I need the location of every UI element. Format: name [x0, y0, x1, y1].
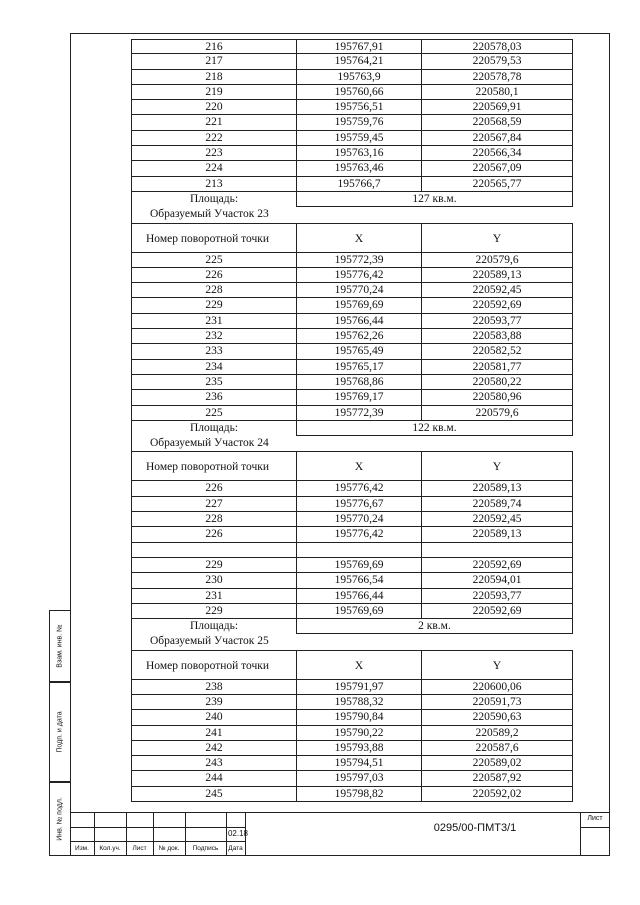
- table-row: [131, 527, 573, 542]
- point-number: 224: [131, 161, 296, 176]
- coord-y: [421, 543, 573, 558]
- table-row: [131, 85, 573, 100]
- header-x: X: [296, 451, 421, 481]
- table-row: [131, 70, 573, 85]
- coord-y: 220589,2: [421, 726, 573, 741]
- header-y: Y: [421, 650, 573, 680]
- table-header-row: [131, 650, 573, 680]
- point-number: 236: [131, 390, 296, 405]
- table-row: [131, 558, 573, 573]
- header-y: Y: [421, 223, 573, 253]
- coord-y: 220592,45: [421, 283, 573, 298]
- side-label-inv: Инв. № подл.: [56, 797, 64, 841]
- coord-y: 220578,78: [421, 70, 573, 85]
- coord-x: 195766,44: [296, 589, 421, 604]
- coord-y: 220569,91: [421, 100, 573, 115]
- sheet-label: Лист: [587, 815, 603, 822]
- table-row: [131, 115, 573, 130]
- coord-x: 195764,21: [296, 54, 421, 69]
- coord-y: 220592,69: [421, 298, 573, 313]
- point-number: 240: [131, 710, 296, 725]
- coord-y: 220579,53: [421, 54, 573, 69]
- area-row: [131, 619, 573, 634]
- coord-x: 195797,03: [296, 771, 421, 786]
- coord-y: 220566,34: [421, 146, 573, 161]
- coord-x: 195769,17: [296, 390, 421, 405]
- table-row: [131, 177, 573, 192]
- coord-y: 220587,6: [421, 741, 573, 756]
- title-block: [70, 812, 610, 856]
- point-number: 229: [131, 558, 296, 573]
- coord-y: 220579,6: [421, 253, 573, 268]
- area-value: 127 кв.м.: [296, 192, 573, 207]
- coord-x: 195769,69: [296, 298, 421, 313]
- section-title-row: [131, 207, 573, 222]
- coord-x: 195776,67: [296, 497, 421, 512]
- point-number: 243: [131, 756, 296, 771]
- side-box-inv: [49, 782, 70, 856]
- table-row: [131, 39, 573, 54]
- coord-y: 220582,52: [421, 344, 573, 359]
- coord-y: 220578,03: [421, 39, 573, 54]
- stamp-col-data: Дата: [228, 845, 243, 852]
- side-box-podp: [49, 682, 70, 782]
- coord-x: 195768,86: [296, 375, 421, 390]
- coord-x: 195765,49: [296, 344, 421, 359]
- table-row: [131, 100, 573, 115]
- header-point-number: Номер поворотной точки: [131, 451, 296, 481]
- area-value: 2 кв.м.: [296, 619, 573, 634]
- point-number: 225: [131, 406, 296, 421]
- coord-y: 220600,06: [421, 680, 573, 695]
- header-x: X: [296, 650, 421, 680]
- point-number: 239: [131, 695, 296, 710]
- point-number: 229: [131, 604, 296, 619]
- table-row: [131, 481, 573, 496]
- table-row: [131, 54, 573, 69]
- coord-y: 220594,01: [421, 573, 573, 588]
- coord-y: 220593,77: [421, 314, 573, 329]
- side-label-vzam: Взам. инв. №: [56, 624, 64, 668]
- header-y: Y: [421, 451, 573, 481]
- coord-y: 220587,92: [421, 771, 573, 786]
- area-label: Площадь:: [131, 421, 296, 436]
- area-label: Площадь:: [131, 192, 296, 207]
- point-number: 217: [131, 54, 296, 69]
- area-label: Площадь:: [131, 619, 296, 634]
- coord-y: 220568,59: [421, 115, 573, 130]
- table-row: [131, 573, 573, 588]
- point-number: 245: [131, 787, 296, 802]
- coord-x: 195759,76: [296, 115, 421, 130]
- coord-x: 195790,22: [296, 726, 421, 741]
- area-row: [131, 421, 573, 436]
- area-row: [131, 192, 573, 207]
- coord-x: 195762,26: [296, 329, 421, 344]
- point-number: 220: [131, 100, 296, 115]
- coord-y: 220589,02: [421, 756, 573, 771]
- table-row: [131, 283, 573, 298]
- coord-x: 195763,9: [296, 70, 421, 85]
- table-row: [131, 680, 573, 695]
- stamp-col-izm: Изм.: [75, 845, 89, 852]
- point-number: 227: [131, 497, 296, 512]
- section-title: Образуемый Участок 25: [131, 634, 573, 649]
- stamp-line: [70, 827, 245, 828]
- side-box-vzam: [49, 610, 70, 682]
- stamp-line: [70, 841, 245, 842]
- side-label-podp: Подп. и дата: [56, 711, 64, 753]
- coordinates-table: [131, 39, 573, 802]
- coord-x: 195788,32: [296, 695, 421, 710]
- coord-y: 220592,02: [421, 787, 573, 802]
- document-code: 0295/00-ПМТ3/1: [433, 822, 517, 834]
- coord-y: 220583,88: [421, 329, 573, 344]
- coord-y: 220567,84: [421, 131, 573, 146]
- point-number: 226: [131, 481, 296, 496]
- table-row: [131, 314, 573, 329]
- table-row: [131, 131, 573, 146]
- stamp-col-ndok: № док.: [158, 845, 180, 852]
- section-title: Образуемый Участок 23: [131, 207, 573, 222]
- stamp-col-list: Лист: [132, 845, 147, 852]
- point-number: 234: [131, 360, 296, 375]
- header-point-number: Номер поворотной точки: [131, 223, 296, 253]
- table-row: [131, 771, 573, 786]
- point-number: 228: [131, 512, 296, 527]
- table-row: [131, 406, 573, 421]
- table-row: [131, 390, 573, 405]
- table-row: [131, 298, 573, 313]
- coord-y: 220589,13: [421, 527, 573, 542]
- header-point-number: Номер поворотной точки: [131, 650, 296, 680]
- table-row: [131, 741, 573, 756]
- coord-y: 220581,77: [421, 360, 573, 375]
- point-number: 231: [131, 314, 296, 329]
- coord-y: 220589,74: [421, 497, 573, 512]
- table-row: [131, 726, 573, 741]
- coord-y: 220580,1: [421, 85, 573, 100]
- table-row: [131, 756, 573, 771]
- table-row: [131, 695, 573, 710]
- coord-x: 195767,91: [296, 39, 421, 54]
- coord-x: 195794,51: [296, 756, 421, 771]
- coord-x: 195772,39: [296, 406, 421, 421]
- coord-x: 195776,42: [296, 268, 421, 283]
- section-title-row: [131, 634, 573, 649]
- coord-x: 195756,51: [296, 100, 421, 115]
- point-number: 226: [131, 268, 296, 283]
- table-row: [131, 589, 573, 604]
- stamp-date: 02.18: [227, 829, 249, 838]
- point-number: 223: [131, 146, 296, 161]
- table-row: [131, 710, 573, 725]
- point-number: 244: [131, 771, 296, 786]
- table-row: [131, 512, 573, 527]
- stamp-line: [70, 812, 610, 813]
- table-header-row: [131, 451, 573, 481]
- coord-x: 195770,24: [296, 512, 421, 527]
- coord-y: 220590,63: [421, 710, 573, 725]
- point-number: 218: [131, 70, 296, 85]
- section-title: Образуемый Участок 24: [131, 436, 573, 451]
- coord-y: 220589,13: [421, 481, 573, 496]
- table-row: [131, 360, 573, 375]
- point-number: [131, 543, 296, 558]
- point-number: 226: [131, 527, 296, 542]
- point-number: 213: [131, 177, 296, 192]
- coord-y: 220592,45: [421, 512, 573, 527]
- point-number: 231: [131, 589, 296, 604]
- coord-x: 195791,97: [296, 680, 421, 695]
- section-title-row: [131, 436, 573, 451]
- coord-x: 195766,44: [296, 314, 421, 329]
- coord-y: 220593,77: [421, 589, 573, 604]
- table-row: [131, 344, 573, 359]
- side-strip: [49, 610, 70, 856]
- coord-x: 195763,16: [296, 146, 421, 161]
- point-number: 225: [131, 253, 296, 268]
- table-row: [131, 497, 573, 512]
- point-number: 221: [131, 115, 296, 130]
- table-row: [131, 146, 573, 161]
- table-row: [131, 161, 573, 176]
- table-row: [131, 604, 573, 619]
- point-number: 230: [131, 573, 296, 588]
- coord-x: 195760,66: [296, 85, 421, 100]
- coord-x: 195759,45: [296, 131, 421, 146]
- coord-y: 220580,22: [421, 375, 573, 390]
- coord-x: 195766,54: [296, 573, 421, 588]
- coord-y: 220589,13: [421, 268, 573, 283]
- table-row: [131, 787, 573, 802]
- area-value: 122 кв.м.: [296, 421, 573, 436]
- coord-x: 195776,42: [296, 527, 421, 542]
- table-row: [131, 268, 573, 283]
- coord-y: 220591,73: [421, 695, 573, 710]
- point-number: 228: [131, 283, 296, 298]
- coord-y: 220567,09: [421, 161, 573, 176]
- coord-y: 220579,6: [421, 406, 573, 421]
- coord-y: 220592,69: [421, 604, 573, 619]
- point-number: 233: [131, 344, 296, 359]
- point-number: 241: [131, 726, 296, 741]
- coord-x: 195766,7: [296, 177, 421, 192]
- table-row: [131, 329, 573, 344]
- coord-x: [296, 543, 421, 558]
- point-number: 242: [131, 741, 296, 756]
- point-number: 222: [131, 131, 296, 146]
- point-number: 229: [131, 298, 296, 313]
- coord-x: 195770,24: [296, 283, 421, 298]
- table-row: [131, 253, 573, 268]
- header-x: X: [296, 223, 421, 253]
- coord-y: 220580,96: [421, 390, 573, 405]
- coord-x: 195776,42: [296, 481, 421, 496]
- coord-x: 195763,46: [296, 161, 421, 176]
- point-number: 216: [131, 39, 296, 54]
- point-number: 219: [131, 85, 296, 100]
- coord-x: 195765,17: [296, 360, 421, 375]
- point-number: 235: [131, 375, 296, 390]
- stamp-col-koluch: Кол.уч.: [99, 845, 121, 852]
- coord-y: 220592,69: [421, 558, 573, 573]
- coord-x: 195769,69: [296, 604, 421, 619]
- coord-x: 195793,88: [296, 741, 421, 756]
- point-number: 232: [131, 329, 296, 344]
- stamp-col-podpis: Подпись: [192, 845, 219, 852]
- table-row: [131, 375, 573, 390]
- table-header-row: [131, 223, 573, 253]
- table-row: [131, 543, 573, 558]
- coord-x: 195798,82: [296, 787, 421, 802]
- coord-x: 195790,84: [296, 710, 421, 725]
- coord-x: 195769,69: [296, 558, 421, 573]
- point-number: 238: [131, 680, 296, 695]
- coord-y: 220565,77: [421, 177, 573, 192]
- coord-x: 195772,39: [296, 253, 421, 268]
